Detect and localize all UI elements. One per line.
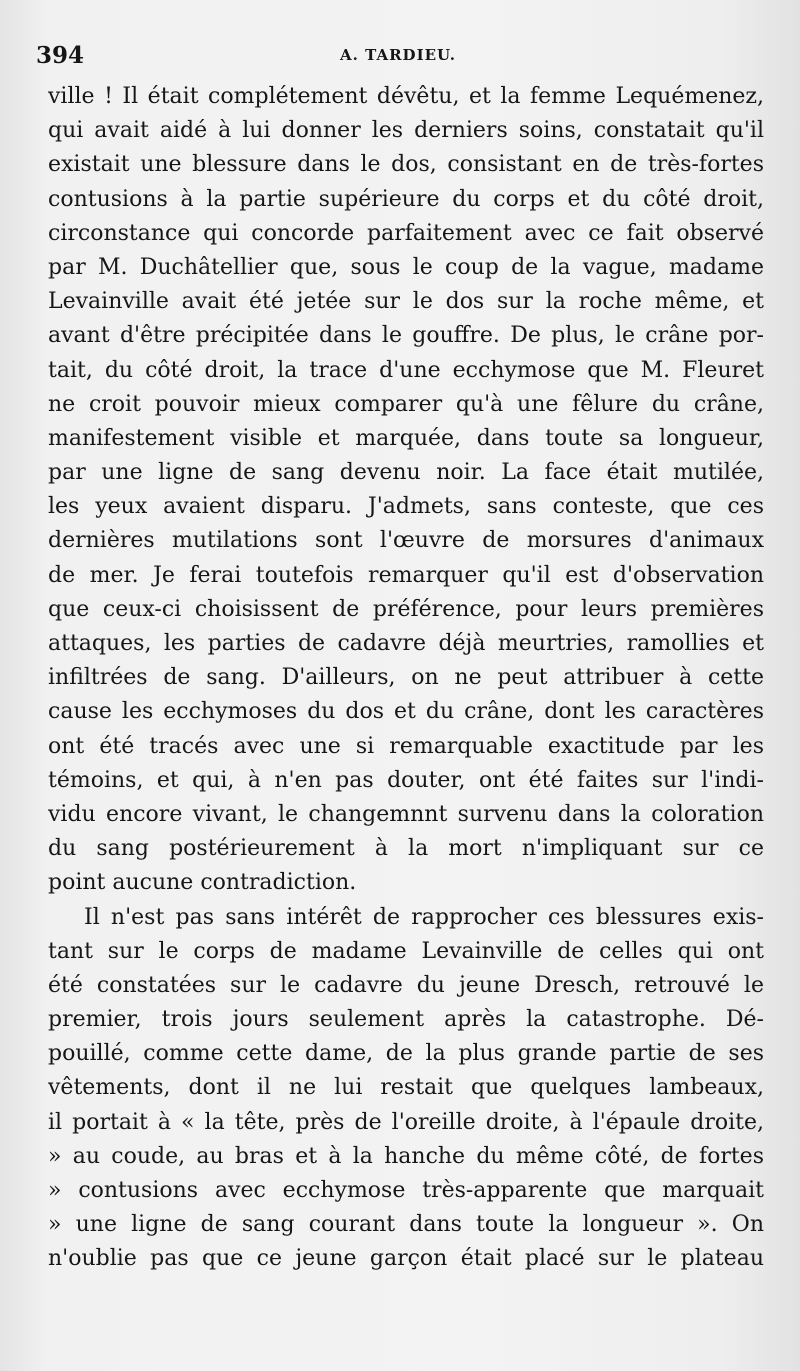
text-line: contusions à la partie supérieure du corps et du côté droit,	[48, 186, 764, 212]
text-line: ne croit pouvoir mieux comparer qu'à une fêlure du crâne,	[48, 391, 764, 417]
text-line: ont été tracés avec une si remarquable exactitude par les	[48, 733, 764, 759]
text-line: manifestement visible et marquée, dans toute sa longueur,	[48, 425, 764, 451]
text-line: cause les ecchymoses du dos et du crâne, dont les caractères	[48, 699, 764, 725]
body-text	[48, 80, 764, 1277]
text-line: par M. Duchâtellier que, sous le coup de la vague, madame	[48, 254, 764, 280]
running-head: A. TARDIEU.	[340, 46, 456, 64]
text-line: premier, trois jours seulement après la catastrophe. Dé-	[48, 1007, 764, 1033]
text-line: Levainville avait été jetée sur le dos sur la roche même, et	[48, 289, 764, 315]
text-line: pouillé, comme cette dame, de la plus grande partie de ses	[48, 1041, 764, 1067]
text-line: par une ligne de sang devenu noir. La face était mutilée,	[48, 460, 764, 486]
text-line: vidu encore vivant, le changemnnt survenu dans la coloration	[48, 801, 764, 827]
text-line: de mer. Je ferai toutefois remarquer qu'il est d'observation	[48, 562, 764, 588]
text-line: n'oublie pas que ce jeune garçon était placé sur le plateau	[48, 1246, 764, 1272]
text-line: ville ! Il était complétement dévêtu, et la femme Lequémenez,	[48, 84, 764, 109]
text-line: » une ligne de sang courant dans toute la longueur ». On	[48, 1212, 764, 1238]
text-line: » contusions avec ecchymose très-apparente que marquait	[48, 1178, 764, 1203]
text-line: du sang postérieurement à la mort n'impliquant sur ce	[48, 836, 764, 862]
text-line: vêtements, dont il ne lui restait que quelques lambeaux,	[48, 1075, 764, 1101]
text-line: tant sur le corps de madame Levainville de celles qui ont	[48, 938, 764, 964]
page-number: 394	[36, 42, 85, 69]
text-line: circonstance qui concorde parfaitement avec ce fait observé	[48, 220, 764, 246]
paragraph-end-line: point aucune contradiction.	[48, 870, 357, 896]
page-header	[36, 42, 760, 72]
text-line: qui avait aidé à lui donner les derniers soins, constatait qu'il	[48, 118, 764, 144]
text-line: tait, du côté droit, la trace d'une ecchymose que M. Fleuret	[48, 357, 764, 383]
text-line: existait une blessure dans le dos, consistant en de très-fortes	[48, 152, 764, 178]
text-line: dernières mutilations sont l'œuvre de morsures d'animaux	[48, 528, 764, 554]
text-line: infiltrées de sang. D'ailleurs, on ne peut attribuer à cette	[48, 665, 764, 691]
text-line: témoins, et qui, à n'en pas douter, ont été faites sur l'indi-	[48, 767, 764, 793]
text-line: été constatées sur le cadavre du jeune Dresch, retrouvé le	[48, 972, 764, 998]
text-line: avant d'être précipitée dans le gouffre. De plus, le crâne por-	[48, 323, 764, 349]
paragraph-start-line: Il n'est pas sans intérêt de rapprocher ces blessures exis-	[84, 904, 764, 930]
text-line: il portait à « la tête, près de l'oreille droite, à l'épaule droite,	[48, 1109, 764, 1135]
text-line: attaques, les parties de cadavre déjà meurtries, ramollies et	[48, 631, 764, 656]
text-line: que ceux-ci choisissent de préférence, pour leurs premières	[48, 596, 764, 622]
text-line: les yeux avaient disparu. J'admets, sans conteste, que ces	[48, 494, 764, 520]
text-line: » au coude, au bras et à la hanche du même côté, de fortes	[48, 1143, 764, 1169]
